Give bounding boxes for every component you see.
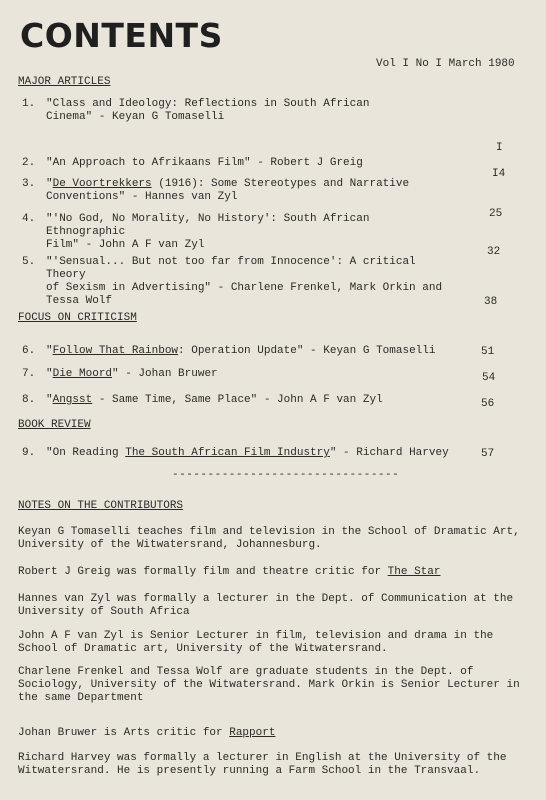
toc-item-5: 5. "'Sensual... But not too far from Innocence': A critical Theory of Sexism in Advertising" - Charlene Frenkel, Mark Orkin and Tessa Wolf [22,256,452,308]
toc-item-2: 2. "An Approach to Afrikaans Film" - Robert J Greig [22,157,452,170]
toc-item-9: 9. "On Reading The South African Film Industry" - Richard Harvey [22,447,452,460]
issue-info: Vol I No I March 1980 [376,58,515,70]
contributor-note: Richard Harvey was formally a lecturer in English at the University of the Witwatersrand. He is presently running a Farm School in the Transvaal. [18,752,507,777]
page-title: CONTENTS [20,16,223,55]
section-major-articles: MAJOR ARTICLES [18,76,111,88]
section-book-review: BOOK REVIEW [18,419,91,431]
page-number: I [496,142,503,154]
toc-item-text: "'Sensual... But not too far from Innocence': A critical Theory of Sexism in Advertising" - Charlene Frenkel, Mark Orkin and Tessa Wolf [46,256,443,307]
section-notes-on-contributors: NOTES ON THE CONTRIBUTORS [18,500,184,512]
contributor-note: Charlene Frenkel and Tessa Wolf are graduate students in the Dept. of Sociology, University of the Witwatersrand. Mark Orkin is Senior Lecturer in the same Department [18,666,520,704]
page-number: I4 [492,168,506,180]
page-number: 25 [489,208,503,220]
contributor-note: Hannes van Zyl was formally a lecturer in the Dept. of Communication at the University of South Africa [18,593,514,618]
page-number: 38 [484,296,498,308]
section-focus-on-criticism: FOCUS ON CRITICISM [18,312,137,324]
toc-item-6: 6. "Follow That Rainbow: Operation Update" - Keyan G Tomaselli [22,345,452,358]
toc-item-text: "On Reading The South African Film Industry" - Richard Harvey [46,447,449,459]
contributor-note: Keyan G Tomaselli teaches film and television in the School of Dramatic Art, University of the Witwatersrand, Johannesburg. [18,526,520,551]
toc-item-text: "Class and Ideology: Reflections in South African Cinema" - Keyan G Tomaselli [46,98,370,123]
toc-item-3: 3. "De Voortrekkers (1916): Some Stereotypes and Narrative Conventions" - Hannes van Zyl [22,178,452,204]
page-number: 51 [481,346,495,358]
toc-item-text: "An Approach to Afrikaans Film" - Robert J Greig [46,157,363,169]
page-number: 56 [481,398,495,410]
toc-item-text: "Follow That Rainbow: Operation Update" - Keyan G Tomaselli [46,345,436,357]
toc-item-text: "Die Moord" - Johan Bruwer [46,368,218,380]
page-number: 54 [482,372,496,384]
divider: -------------------------------- [172,469,400,481]
toc-item-text: "Angsst - Same Time, Same Place" - John A F van Zyl [46,394,383,406]
toc-item-7: 7. "Die Moord" - Johan Bruwer [22,368,452,381]
page-number: 32 [487,246,501,258]
page-number: 57 [481,448,495,460]
contributor-note: John A F van Zyl is Senior Lecturer in film, television and drama in the School of Dramatic art, University of the Witwatersrand. [18,630,494,655]
toc-item-8: 8. "Angsst - Same Time, Same Place" - John A F van Zyl [22,394,452,407]
contributor-note: Johan Bruwer is Arts critic for Rapport [18,727,276,739]
toc-item-1: 1. "Class and Ideology: Reflections in South African Cinema" - Keyan G Tomaselli [22,98,452,124]
toc-item-4: 4. "'No God, No Morality, No History': South African Ethnographic Film" - John A F van Zyl [22,213,452,252]
toc-item-text: "'No God, No Morality, No History': South African Ethnographic Film" - John A F van Zyl [46,213,370,251]
toc-item-text: "De Voortrekkers (1916): Some Stereotypes and Narrative Conventions" - Hannes van Zyl [46,178,410,203]
contributor-note: Robert J Greig was formally film and theatre critic for The Star [18,566,441,578]
